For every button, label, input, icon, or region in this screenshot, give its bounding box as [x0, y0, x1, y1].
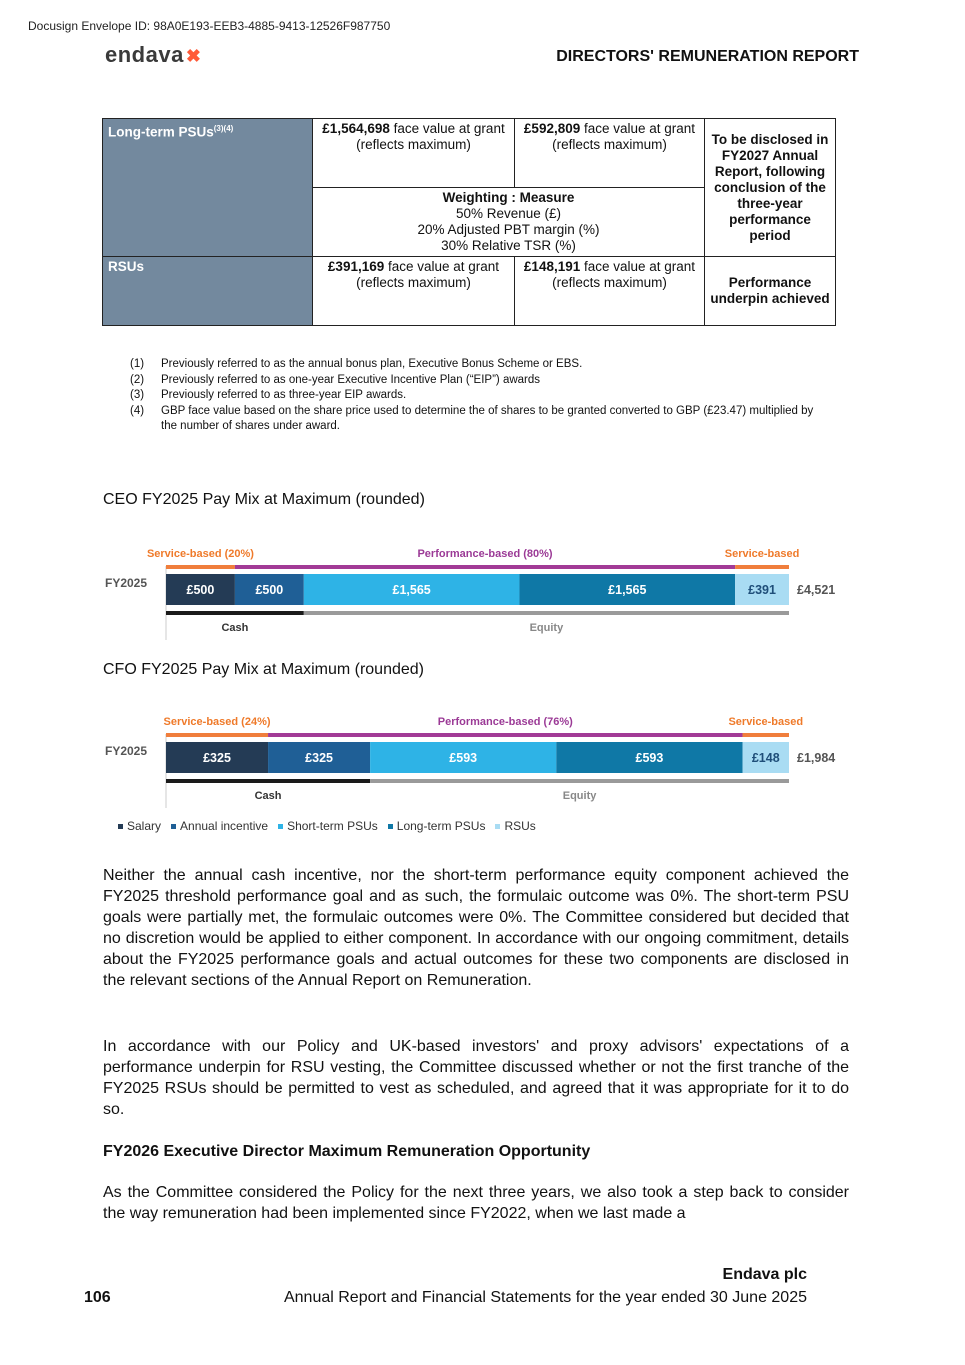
- category-label: FY2025: [105, 576, 148, 590]
- top-group-label: Performance-based (80%): [417, 548, 553, 560]
- top-group-line: [743, 733, 789, 737]
- cfo-pay-mix-chart: [102, 705, 847, 815]
- bottom-group-line: [166, 611, 304, 615]
- row-label-long-term-psus: Long-term PSUs$^{(3)(4)}$: [103, 119, 313, 257]
- cfo-long-term-psu-value: £592,809 face value at grant (reflects maximum): [515, 119, 705, 188]
- footer-company: Endava plc: [722, 1266, 807, 1283]
- ceo-rsu-value: £391,169 face value at grant (reflects maximum): [313, 257, 515, 326]
- legend-swatch: [388, 824, 393, 829]
- segment-value-label: £391: [748, 583, 776, 597]
- segment-value-label: £325: [203, 751, 231, 765]
- bottom-group-line: [304, 611, 789, 615]
- bottom-group-label: Equity: [562, 790, 597, 802]
- envelope-id: Docusign Envelope ID: 98A0E193-EEB3-4885-9413-12526F987750: [28, 19, 391, 33]
- top-group-line: [235, 565, 735, 569]
- chart-legend: [118, 819, 536, 833]
- top-group-line: [268, 733, 742, 737]
- segment-value-label: £1,565: [392, 583, 431, 597]
- top-group-line: [735, 565, 789, 569]
- logo-text: endava: [105, 42, 184, 67]
- weighting-measure: Weighting : Measure 50% Revenue (£) 20% Adjusted PBT margin (%) 30% Relative TSR (%): [313, 188, 705, 257]
- footnotes: [130, 357, 830, 435]
- legend-salary: Salary: [118, 819, 161, 833]
- bottom-group-label: Cash: [254, 790, 282, 802]
- footnote: (4) GBP face value based on the share price used to determine the of shares to be granted converted to GBP (£23.47) multiplied by the number of shares under award.: [130, 404, 814, 432]
- ceo-chart-title: CEO FY2025 Pay Mix at Maximum (rounded): [103, 491, 425, 508]
- top-group-label: Service-based: [728, 716, 804, 728]
- segment-value-label: £500: [186, 583, 215, 597]
- page-number: 106: [84, 1289, 111, 1306]
- bottom-group-line: [166, 779, 370, 783]
- endava-logo: [105, 42, 201, 68]
- footnote: (3) Previously referred to as three-year EIP awards.: [130, 389, 407, 401]
- top-group-label: Performance-based (76%): [437, 716, 573, 728]
- category-label: FY2025: [105, 744, 148, 758]
- ceo-long-term-psu-value: £1,564,698 face value at grant (reflects maximum): [313, 119, 515, 188]
- legend-swatch: [495, 824, 500, 829]
- segment-value-label: £593: [449, 751, 478, 765]
- segment-value-label: £1,565: [608, 583, 647, 597]
- bottom-group-line: [370, 779, 789, 783]
- legend-long-term-psus: Long-term PSUs: [388, 819, 486, 833]
- logo-mark-icon: ✖: [185, 46, 202, 66]
- footnote: (2) Previously referred to as one-year Executive Incentive Plan (“EIP”) awards: [130, 373, 541, 386]
- footer-report-title: Annual Report and Financial Statements for the year ended 30 June 2025: [283, 1289, 807, 1306]
- footnote: (1) Previously referred to as the annual bonus plan, Executive Bonus Scheme or EBS.: [130, 358, 583, 370]
- bottom-group-label: Equity: [529, 622, 564, 634]
- paragraph-policy: As the Committee considered the Policy for the next three years, we also took a step back to consider the way remuneration had been implemented since FY2022, when we last made a: [103, 1184, 849, 1222]
- segment-value-label: £325: [305, 751, 333, 765]
- legend-swatch: [171, 824, 176, 829]
- total-label: £4,521: [797, 583, 836, 597]
- top-group-label: Service-based (20%): [146, 548, 254, 560]
- paragraph-rsu-underpin: In accordance with our Policy and UK-based investors' and proxy advisors' expectations of a performance underpin for RSU vesting, the Committee discussed whether or not the first tranche of the FY2025 RSUs should be permitted to vest as scheduled, and agreed that it was appropriate for it to do so.: [103, 1038, 849, 1118]
- legend-swatch: [278, 824, 283, 829]
- paragraph-outcomes: Neither the annual cash incentive, nor the short-term performance equity component achieved the FY2025 threshold performance goal and as such, the formulaic outcome was 0%. The short-term PSU goals were partially met, the formulaic outcomes were 0%. The Committee considered but decided that no discretion would be applied to either component. In accordance with our ongoing commitment, details about the FY2025 performance goals and actual outcomes for these two components are disclosed in the relevant sections of the Annual Report on Remuneration.: [103, 867, 849, 989]
- cfo-chart-title: CFO FY2025 Pay Mix at Maximum (rounded): [103, 661, 424, 678]
- segment-value-label: £500: [255, 583, 284, 597]
- long-term-psu-outcome: To be disclosed in FY2027 Annual Report, following conclusion of the three-year performance period: [705, 119, 836, 257]
- cfo-rsu-value: £148,191 face value at grant (reflects maximum): [515, 257, 705, 326]
- rsu-outcome: Performance underpin achieved: [705, 257, 836, 326]
- legend-annual-incentive: Annual incentive: [171, 819, 268, 833]
- remuneration-table: [102, 118, 836, 326]
- top-group-line: [166, 733, 268, 737]
- legend-swatch: [118, 824, 123, 829]
- ceo-pay-mix-chart: [102, 537, 847, 647]
- legend-rsus: RSUs: [495, 819, 535, 833]
- segment-value-label: £148: [751, 751, 780, 765]
- top-group-label: Service-based: [724, 548, 800, 560]
- top-group-label: Service-based (24%): [163, 716, 271, 728]
- section-title: DIRECTORS' REMUNERATION REPORT: [556, 48, 859, 65]
- bottom-group-label: Cash: [221, 622, 249, 634]
- legend-short-term-psus: Short-term PSUs: [278, 819, 378, 833]
- segment-value-label: £593: [635, 751, 664, 765]
- section-heading: FY2026 Executive Director Maximum Remuneration Opportunity: [103, 1143, 591, 1160]
- top-group-line: [166, 565, 235, 569]
- row-label-rsus: RSUs: [103, 257, 313, 326]
- total-label: £1,984: [797, 751, 836, 765]
